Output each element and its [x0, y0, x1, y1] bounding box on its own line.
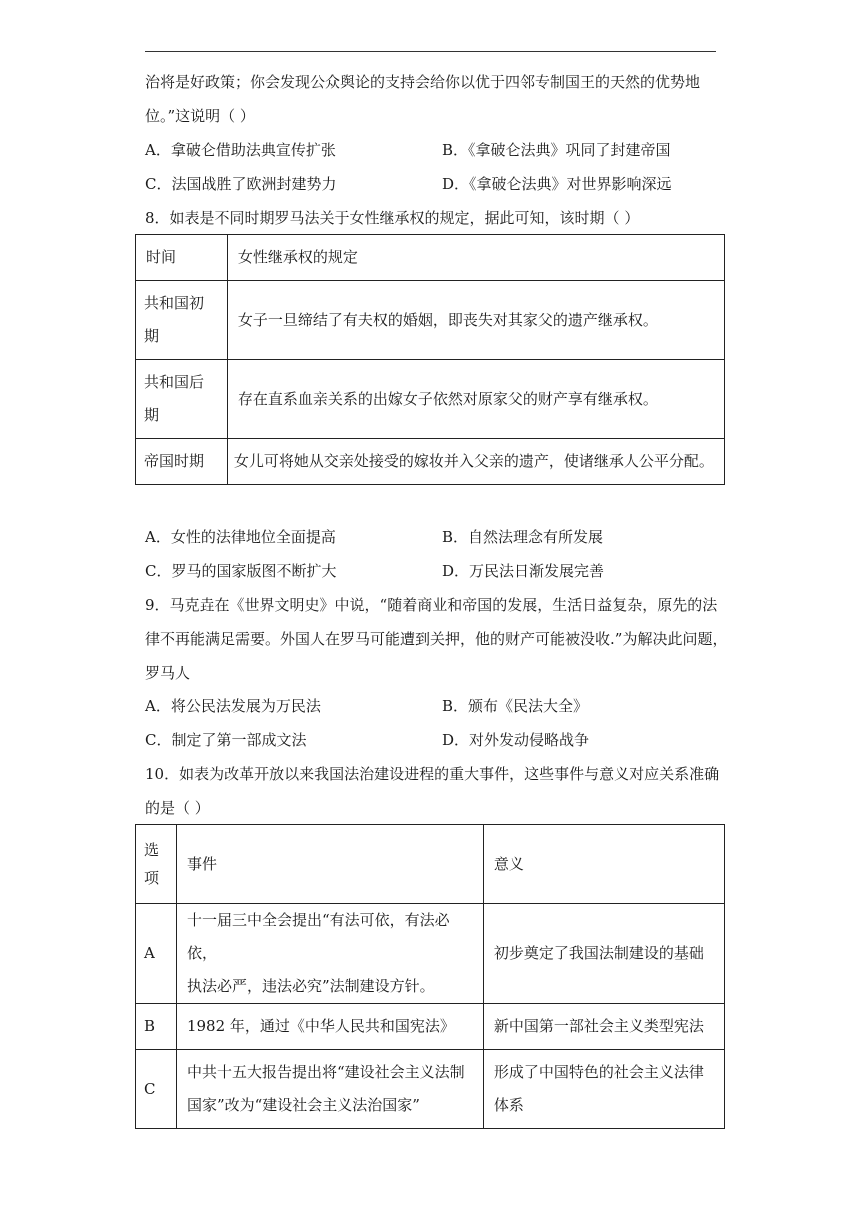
q8-header-time: 时间: [136, 235, 228, 281]
q10-row-b-event-line-1: 1982 年，通过《中华人民共和国宪法》: [186, 1017, 455, 1035]
q10-row-c-event-line-2: 国家”改为“建设社会主义法治国家”: [186, 1096, 420, 1114]
table-row: [136, 1004, 725, 1050]
q10-row-b-event: [176, 1004, 483, 1050]
q10-header-meaning: 意义: [483, 825, 724, 904]
table-row: [136, 281, 725, 360]
q10-row-a-meaning-line-1: 初步奠定了我国法制建设的基础: [493, 944, 704, 962]
table-row: [136, 904, 725, 1004]
q7-stem-line-2: 位。”这说明（ ）: [145, 107, 255, 125]
q10-row-c-meaning-line-2: 体系: [493, 1096, 524, 1114]
q10-header-event: 事件: [176, 825, 483, 904]
q10-row-c-meaning-line-1: 形成了中国特色的社会主义法律: [493, 1063, 704, 1081]
q8-row-1-period: 共和国初期: [136, 281, 228, 360]
q7-option-d[interactable]: D．《拿破仑法典》对世界影响深远: [442, 175, 672, 193]
q10-row-c-event-line-1: 中共十五大报告提出将“建设社会主义法制: [186, 1063, 465, 1081]
q8-option-a[interactable]: A．女性的法律地位全面提高: [145, 528, 336, 546]
q10-row-b-meaning: [483, 1004, 724, 1050]
q10-row-a-event-line-1: 十一届三中全会提出“有法可依，有法必依，: [186, 911, 450, 962]
q8-header-rule: 女性继承权的规定: [227, 235, 724, 281]
q9-option-a[interactable]: A．将公民法发展为万民法: [145, 697, 321, 715]
q8-row-1-rule: 女子一旦缔结了有夫权的婚姻，即丧失对其家父的遗产继承权。: [227, 281, 724, 360]
q8-stem: 8．如表是不同时期罗马法关于女性继承权的规定，据此可知，该时期（ ）: [145, 209, 640, 227]
q8-row-2-period: 共和国后期: [136, 360, 228, 439]
q8-row-2-rule: 存在直系血亲关系的出嫁女子依然对原家父的财产享有继承权。: [227, 360, 724, 439]
q9-option-d[interactable]: D．对外发动侵略战争: [442, 731, 590, 749]
q10-table-header-row: [136, 825, 725, 904]
q8-row-3-rule: 女儿可将她从交亲处接受的嫁妆并入父亲的遗产，使诸继承人公平分配。: [227, 439, 724, 485]
q9-stem-line-2: 律不再能满足需要。外国人在罗马可能遭到关押，他的财产可能被没收.”为解决此问题，: [145, 630, 728, 648]
q10-header-option: 选项: [136, 825, 177, 904]
q8-option-c[interactable]: C．罗马的国家版图不断扩大: [145, 562, 337, 580]
q10-stem-line-2: 的是（ ）: [145, 799, 210, 817]
q7-option-b[interactable]: B．《拿破仑法典》巩同了封建帝国: [442, 141, 671, 159]
q10-stem-line-1: 10．如表为改革开放以来我国法治建设进程的重大事件，这些事件与意义对应关系准确: [145, 765, 720, 783]
q10-row-a-event-line-2: 执法必严，违法必究”法制建设方针。: [186, 977, 435, 995]
q7-stem-line-1: 治将是好政策；你会发现公众舆论的支持会给你以优于四邻专制国王的天然的优势地: [145, 73, 701, 91]
q10-row-a-event: [176, 904, 483, 1004]
q9-stem-line-3: 罗马人: [145, 664, 191, 682]
q7-option-c[interactable]: C．法国战胜了欧洲封建势力: [145, 175, 337, 193]
q8-option-d[interactable]: D．万民法日渐发展完善: [442, 562, 605, 580]
table-row: [136, 360, 725, 439]
q9-stem-line-1: 9．马克垚在《世界文明史》中说，“随着商业和帝国的发展，生活日益复杂，原先的法: [145, 596, 718, 614]
table-row: [136, 439, 725, 485]
q10-table: [135, 824, 725, 1129]
header-rule: [145, 51, 716, 52]
q10-row-b-meaning-line-1: 新中国第一部社会主义类型宪法: [493, 1017, 704, 1035]
q10-row-c-event: [176, 1050, 483, 1129]
q10-row-c-option: C: [136, 1050, 177, 1129]
q9-option-b[interactable]: B．颁布《民法大全》: [442, 697, 589, 715]
table-row: [136, 1050, 725, 1129]
q7-option-a[interactable]: A．拿破仑借助法典宣传扩张: [145, 141, 336, 159]
q10-row-a-meaning: [483, 904, 724, 1004]
q8-table-header-row: [136, 235, 725, 281]
q9-option-c[interactable]: C．制定了第一部成文法: [145, 731, 307, 749]
q10-row-a-option: A: [136, 904, 177, 1004]
q10-row-c-meaning: [483, 1050, 724, 1129]
q8-row-3-period: 帝国时期: [136, 439, 228, 485]
q8-option-b[interactable]: B．自然法理念有所发展: [442, 528, 604, 546]
q8-table: [135, 234, 725, 485]
q10-row-b-option: B: [136, 1004, 177, 1050]
